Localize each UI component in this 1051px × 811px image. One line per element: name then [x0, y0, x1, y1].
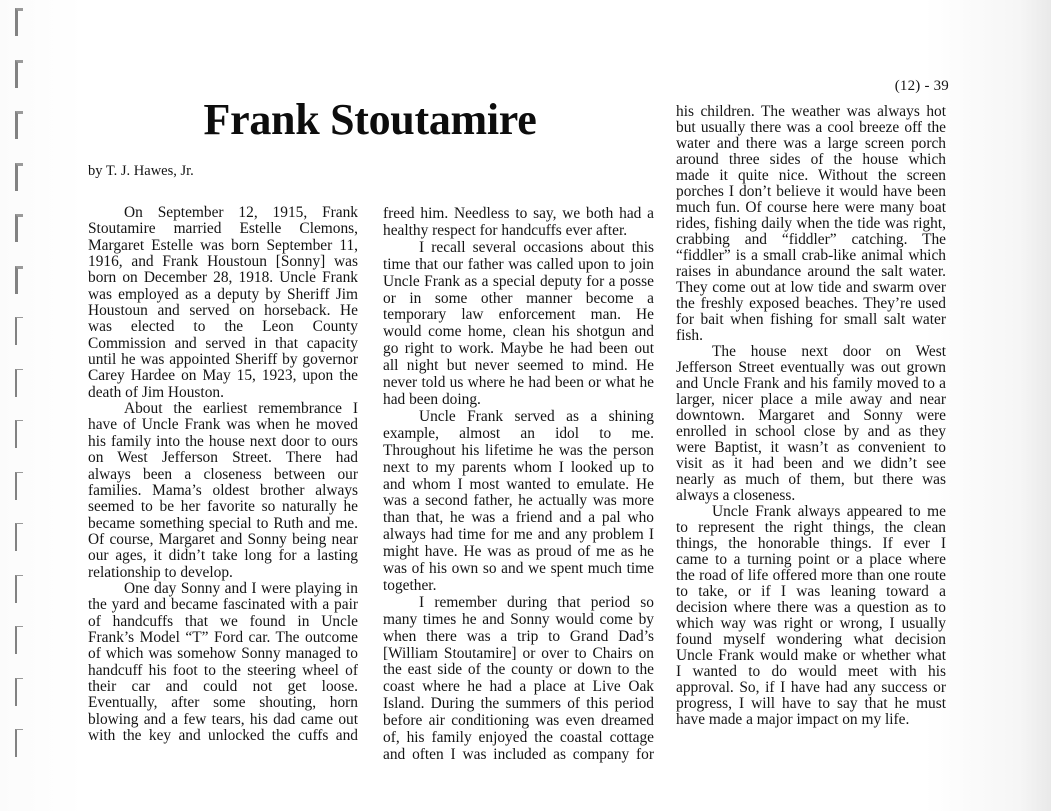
text-line: relationship to develop. [88, 563, 233, 581]
text-line: had been doing. [383, 390, 481, 408]
text-line: Uncle Frank served as a shining [419, 407, 654, 425]
text-line: Uncle Frank always appeared to me [712, 503, 946, 520]
text-line: One day Sonny and I were playing in [124, 579, 358, 597]
text-line: and often I was included as company for [383, 746, 654, 763]
text-line: for bait when fishing for small salt water [676, 311, 946, 328]
text-line: but usually there was a cool breeze off the [676, 119, 946, 136]
text-line: and Uncle Frank and his family moved to a [676, 375, 946, 392]
binding-ring-icon [15, 266, 23, 294]
text-line: which way was right or wrong, I usually [676, 615, 946, 632]
text-line: Frank’s Model “T” Ford car. The outcome [88, 628, 358, 646]
binding-ring-icon [15, 523, 23, 551]
text-line: around three sides of the house which [676, 151, 946, 168]
binding-ring-icon [15, 420, 23, 448]
binding-ring-icon [15, 369, 23, 397]
paragraph [676, 344, 946, 504]
text-line: nearly as much of them, but there was [676, 471, 946, 488]
text-line: the road of life offered more than one route [676, 567, 946, 584]
text-line: would come home, clean his shotgun and [383, 323, 654, 341]
text-line: Island. During the summers of this period [383, 695, 654, 713]
text-line: have made a major impact on my life. [676, 711, 910, 728]
paragraph [676, 504, 946, 728]
text-line: of which was somehow Sonny managed to [88, 645, 358, 663]
binding-ring-icon [15, 8, 23, 36]
text-column-1 [88, 205, 358, 744]
text-line: larger, nicer place a mile away and near [676, 391, 946, 408]
text-line: Margaret Estelle was born September 11, [88, 236, 358, 254]
text-line: visit as it had been and we didn’t see [676, 455, 946, 472]
text-line: of handcuffs that we found in Uncle [88, 612, 358, 630]
text-line: found myself wondering what decision [676, 631, 946, 648]
paragraph [88, 401, 358, 581]
text-line: our ages, it didn’t take long for a lasting [88, 547, 358, 565]
binding-ring-icon [15, 214, 23, 242]
paragraph [383, 409, 654, 595]
text-line: They come out at low tide and swarm over [676, 279, 946, 296]
text-line: Throughout his lifetime he was the person [383, 441, 654, 459]
text-line: “fiddler” is a small crab-like animal which [676, 247, 946, 264]
text-line: were Baptist, it wasn’t as convenient to [676, 439, 946, 456]
text-line: raises in abundance around the salt water. [676, 263, 946, 280]
text-line: approval. So, if I have had any success or [676, 679, 946, 696]
text-line: time that our father was called upon to join [383, 255, 654, 273]
binding-ring-icon [15, 163, 23, 191]
text-line: crabbing and “fiddler” catching. The [676, 231, 946, 248]
text-line: On September 12, 1915, Frank [124, 204, 358, 221]
text-line: freed him. Needless to say, we both had a [383, 205, 654, 222]
text-line: I recall several occasions about this [419, 238, 654, 256]
text-line: many times he and Sonny would come by [383, 610, 654, 628]
text-line: until he was appointed Sheriff by governor [88, 351, 358, 369]
paragraph [383, 595, 654, 764]
binding-ring-icon [15, 729, 23, 757]
text-line: progress, I will have to say that he must [676, 695, 946, 712]
text-line: never told us where he had been or what he [383, 374, 654, 392]
text-line: blowing and a few tears, his dad came out [88, 710, 358, 728]
article-title: Frank Stoutamire [203, 95, 537, 144]
text-line: the freshly exposed beaches. They’re used [676, 295, 946, 312]
text-line: always been a closeness between our [88, 465, 358, 483]
text-line: enrolled in school close by and as they [676, 423, 946, 440]
byline: by T. J. Hawes, Jr. [88, 163, 194, 179]
text-line: always had time for me and any problem I [383, 526, 654, 544]
text-line: or in some other manner become a [383, 289, 654, 307]
text-line: fish. [676, 327, 703, 344]
text-line: [William Stoutamire] or over to Chairs on [383, 644, 654, 662]
binding-ring-icon [15, 575, 23, 603]
binding-ring-icon [15, 678, 23, 706]
text-line: example, almost an idol to me. [383, 424, 654, 442]
text-line: much fun. Of course here were many boat [676, 199, 946, 216]
text-line: downtown. Margaret and Sonny were [676, 407, 946, 424]
binding-ring-icon [15, 317, 23, 345]
text-line: when there was a trip to Grand Dad’s [383, 627, 654, 645]
text-line: porches I don’t believe it would have been [676, 183, 946, 200]
paragraph [676, 104, 946, 344]
text-line: handcuff his foot to the steering wheel of [88, 661, 358, 679]
text-line: decision where there was a question as to [676, 599, 946, 616]
text-line: have of Uncle Frank was when he moved [88, 416, 358, 434]
text-line: their car and could not get loose. [88, 677, 358, 695]
text-column-3 [676, 104, 946, 728]
page-number: (12) - 39 [894, 78, 949, 94]
text-line: next to my parents whom I looked up to [383, 458, 654, 476]
text-line: the yard and became fascinated with a pair [88, 596, 358, 614]
binding-ring-icon [15, 626, 23, 654]
paragraph [88, 205, 358, 401]
text-line: than that, he was a friend and a pal who [383, 509, 654, 527]
binding-ring-icon [15, 472, 23, 500]
text-line: I remember during that period so [419, 593, 654, 611]
text-line: was of his own so and we spent much time [383, 560, 654, 578]
text-line: Commission and served in that capacity [88, 334, 358, 352]
text-line: go right to work. Maybe he had been out [383, 340, 654, 358]
text-line: Eventually, after some shouting, horn [88, 694, 358, 712]
paragraph [383, 206, 654, 240]
text-line: Uncle Frank as a special deputy for a posse [383, 272, 654, 290]
text-line: death of Jim Houston. [88, 383, 224, 401]
text-line: to represent the right things, the clean [676, 519, 946, 536]
binding-ring-icon [15, 60, 23, 88]
text-line: the east side of the county or down to the [383, 661, 654, 679]
text-line: always a closeness. [676, 487, 796, 504]
text-line: might have. He was as proud of me as he [383, 543, 654, 561]
text-line: was a second father, he actually was more [383, 492, 654, 510]
text-line: rides, fishing daily when the tide was right, [676, 215, 946, 232]
text-line: and whom I most wanted to emulate. He [383, 475, 654, 493]
text-line: water and there was a large screen porch [676, 135, 946, 152]
text-line: Houstoun and served on horseback. He [88, 302, 358, 320]
text-line: About the earliest remembrance I [124, 400, 358, 418]
text-column-2 [383, 206, 654, 764]
text-line: was elected to the Leon County [88, 318, 358, 336]
text-line: seemed to be her favorite so naturally he [88, 498, 358, 516]
text-line: together. [383, 576, 437, 594]
text-line: before air conditioning was even dreamed [383, 712, 654, 730]
text-line: Carey Hardee on May 15, 1923, upon the [88, 367, 358, 385]
text-line: Jefferson Street eventually was out grown [676, 359, 946, 376]
text-line: of, his family enjoyed the coastal cottage [383, 729, 654, 747]
paragraph [88, 581, 358, 744]
text-line: Stoutamire married Estelle Clemons, [88, 220, 358, 238]
paragraph [383, 240, 654, 409]
text-line: born on December 28, 1918. Uncle Frank [88, 269, 358, 287]
text-line: things, the honorable things. If ever I [676, 535, 946, 552]
text-line: with the key and unlocked the cuffs and [88, 727, 358, 744]
text-line: coast where he had a place at Live Oak [383, 678, 654, 696]
text-line: The house next door on West [712, 343, 946, 360]
text-line: all night but never seemed to mind. He [383, 357, 654, 375]
text-line: 1916, and Frank Houstoun [Sonny] was [88, 253, 358, 271]
text-line: came to a turning point or a place where [676, 551, 946, 568]
text-line: I wanted to do would meet with his [676, 663, 946, 680]
text-line: on West Jefferson Street. There had [88, 449, 358, 467]
text-line: his family into the house next door to ours [88, 432, 358, 450]
binding-ring-icon [15, 111, 23, 139]
text-line: was employed as a deputy by Sheriff Jim [88, 285, 358, 303]
text-line: families. Mama’s oldest brother always [88, 481, 358, 499]
text-line: became something special to Ruth and me. [88, 514, 358, 532]
text-line: to take, or if I was leaning toward a [676, 583, 946, 600]
text-line: Of course, Margaret and Sonny being near [88, 530, 358, 548]
text-line: Uncle Frank would make or whether what [676, 647, 946, 664]
text-line: his children. The weather was always hot [676, 103, 946, 120]
text-line: made it quite nice. Without the screen [676, 167, 946, 184]
text-line: healthy respect for handcuffs ever after. [383, 221, 628, 239]
text-line: temporary law enforcement man. He [383, 306, 654, 324]
